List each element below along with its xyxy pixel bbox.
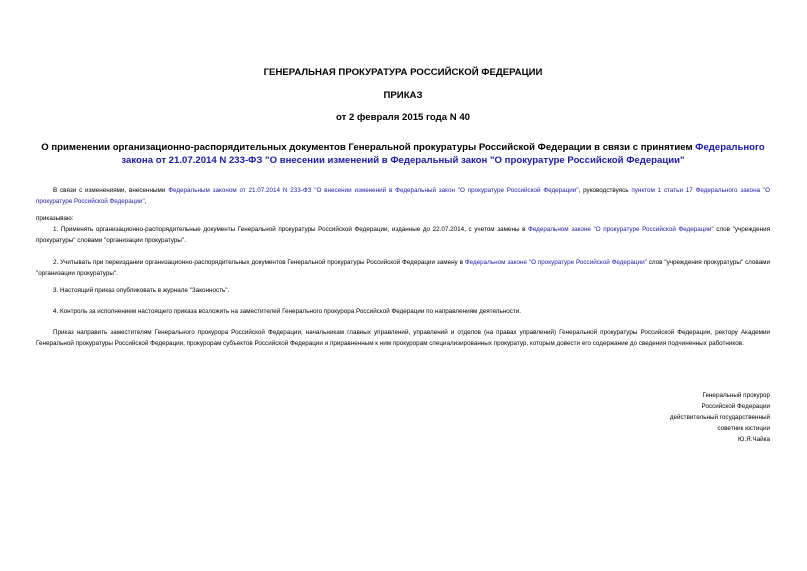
title-text: О применении организационно-распорядительных документов Генеральной прокуратуры Российской Федерации в связи с принятием [41,142,696,153]
item-2-law-link[interactable]: Федеральном законе "О прокуратуре Российской Федерации" [464,259,647,266]
item-4-paragraph: 4. Контроль за исполнением настоящего приказа возложить на заместителей Генерального прокурора Российской Федерации по направлениям деятельности. [53,308,522,315]
item-1-text-2: слов "учреждения прокуратуры" словами "организации прокуратуры". [36,226,770,244]
document-page [36,0,770,571]
date-number-heading: от 2 февраля 2015 года N 40 [335,112,470,123]
item-2-paragraph [36,257,770,279]
order-word: приказываю: [36,215,74,222]
signature-rank-2: советник юстиции [717,425,770,433]
document-type-heading: ПРИКАЗ [383,90,423,101]
organization-heading: ГЕНЕРАЛЬНАЯ ПРОКУРАТУРА РОССИЙСКОЙ ФЕДЕРАЦИИ [263,67,543,78]
item-1-law-link[interactable]: Федеральном законе "О прокуратуре Российской Федерации" [528,226,714,233]
distribution-paragraph: Приказ направить заместителям Генерального прокурора Российской Федерации, начальникам главных управлений, управлений и отделов (на правах управлений) Генеральной прокуратуры Российской Федерации, ректору Академии Генеральной прокуратуры Российской Федерации, прокурорам субъектов Российской Федерации и приравненным к ним прокурорам специализированных прокуратур, которым довести его содержание до сведения подчиненных работников. [36,329,770,347]
preamble-article-link[interactable]: пунктом 1 статьи 17 Федерального закона "О прокуратуре Российской Федерации" [36,187,770,205]
signature-country: Российской Федерации [701,403,770,411]
title-federal-law-link[interactable]: Федерального закона от 21.07.2014 N 233-ФЗ "О внесении изменений в Федеральный закон "О прокуратуре Российской Федерации" [121,142,765,166]
signature-name: Ю.Я.Чайка [737,436,770,444]
signature-position: Генеральный прокурор [702,392,770,399]
item-1-text-1: 1. Применять организационно-распорядительные документы Генеральной прокуратуры Российской Федерации, изданные до 22.07.2014, с учетом замены в [53,226,529,233]
item-2-text-1: 2. Учитывать при переиздании организационно-распорядительных документов Генеральной прокуратуры Российской Федерации замену в [53,259,465,266]
preamble-federal-law-link[interactable]: Федеральным законом от 21.07.2014 N 233-ФЗ "О внесении изменений в Федеральный закон "О прокуратуре Российской Федерации" [168,187,579,194]
document-title [36,141,770,167]
item-2-text-2: слов "учреждения прокуратуры" словами "организации прокуратуры". [36,259,770,277]
signature-rank: действительный государственный [669,414,770,422]
preamble-text-3: , [144,198,147,205]
preamble-text-2: , руководствуясь [578,187,632,194]
preamble-paragraph [36,185,770,207]
item-3-paragraph: 3. Настоящий приказ опубликовать в журнале "Законность". [53,287,230,294]
signature-block [670,390,770,445]
preamble-text-1: В связи с изменениями, внесенными [53,187,169,194]
item-1-paragraph [36,224,770,246]
